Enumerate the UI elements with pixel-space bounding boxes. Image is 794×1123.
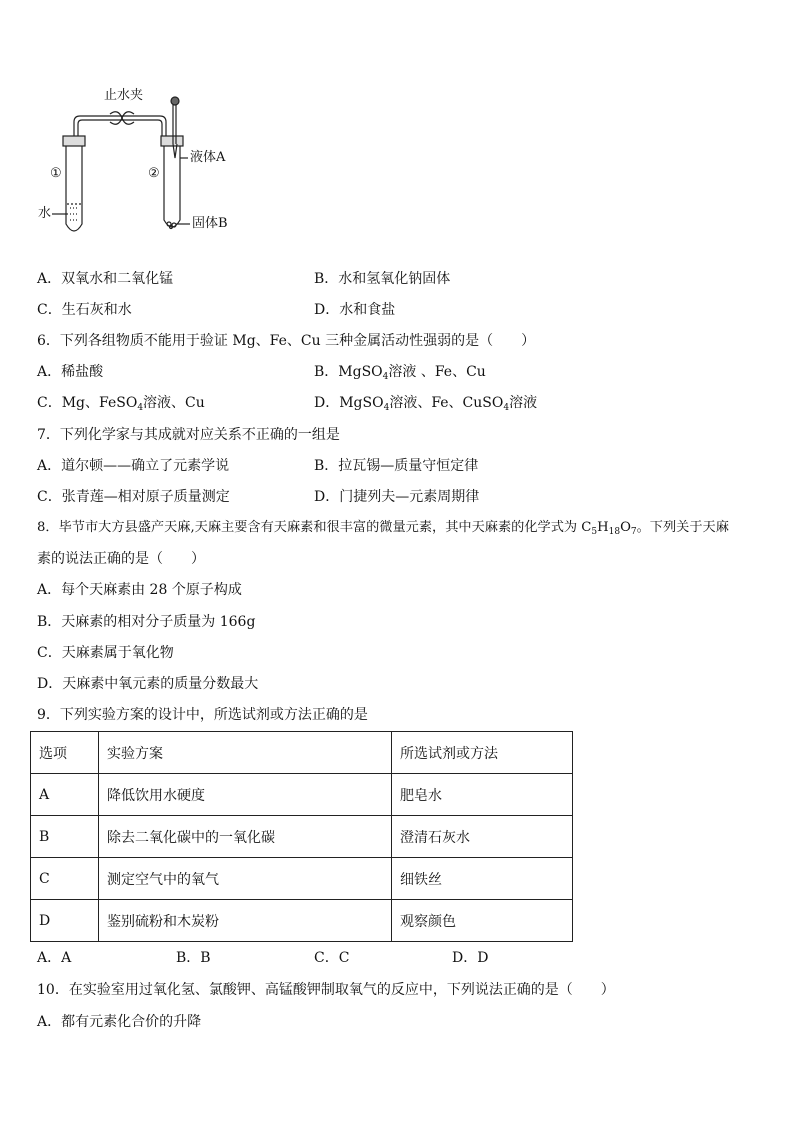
q10-option-a: A．都有元素化合价的升降 — [37, 1014, 202, 1030]
liquid-a-label: 液体A — [190, 150, 226, 165]
q7-stem: 7．下列化学家与其成就对应关系不正确的一组是 — [37, 427, 340, 443]
q9-stem: 9．下列实验方案的设计中，所选试剂或方法正确的是 — [37, 707, 368, 723]
q5-option-a: A．双氧水和二氧化锰 — [37, 271, 174, 287]
q8-option-d: D．天麻素中氧元素的质量分数最大 — [37, 676, 259, 692]
table-cell: C — [31, 858, 99, 900]
water-label: 水 — [38, 206, 52, 221]
tube-1-number: ① — [50, 166, 62, 181]
q8-stem-line1: 8．毕节市大方县盛产天麻,天麻主要含有天麻素和很丰富的微量元素，其中天麻素的化学式为 $C_5H_{18}O_7$。下列关于天麻 — [37, 520, 729, 537]
q6-option-c: C．Mg、FeSO$_4$溶液、Cu — [37, 395, 205, 413]
table-row — [31, 900, 573, 942]
table-row — [31, 816, 573, 858]
q6-stem: 6．下列各组物质不能用于验证 Mg、Fe、Cu 三种金属活动性强弱的是（ ） — [37, 333, 536, 349]
solid-b-label: 固体B — [192, 216, 228, 231]
q6-option-d: D．MgSO$_4$溶液、Fe、CuSO$_4$溶液 — [314, 395, 538, 413]
q9-option-c: C．C — [314, 950, 350, 966]
q8-option-a: A．每个天麻素由 28 个原子构成 — [37, 582, 242, 598]
table-cell: 鉴别硫粉和木炭粉 — [99, 900, 392, 942]
q7-option-c: C．张青莲—相对原子质量测定 — [37, 489, 230, 505]
table-header-cell: 选项 — [31, 732, 99, 774]
table-header-cell: 所选试剂或方法 — [392, 732, 573, 774]
table-cell: 肥皂水 — [392, 774, 573, 816]
table-cell: 澄清石灰水 — [392, 816, 573, 858]
table-row — [31, 774, 573, 816]
q9-table — [30, 731, 573, 942]
q8-option-b: B．天麻素的相对分子质量为 166g — [37, 614, 256, 630]
table-cell: A — [31, 774, 99, 816]
table-cell: 测定空气中的氧气 — [99, 858, 392, 900]
q6-option-b: B．MgSO$_4$溶液 、Fe、Cu — [314, 364, 486, 382]
q8-option-c: C．天麻素属于氧化物 — [37, 645, 174, 661]
table-header-cell: 实验方案 — [99, 732, 392, 774]
table-cell: D — [31, 900, 99, 942]
q9-option-d: D．D — [452, 950, 489, 966]
clamp-label: 止水夹 — [104, 88, 144, 103]
table-cell: 降低饮用水硬度 — [99, 774, 392, 816]
q7-option-d: D．门捷列夫—元素周期律 — [314, 489, 480, 505]
q7-option-b: B．拉瓦锡—质量守恒定律 — [314, 458, 479, 474]
q8-stem-line2: 素的说法正确的是（ ） — [37, 551, 205, 567]
table-cell: 除去二氧化碳中的一氧化碳 — [99, 816, 392, 858]
tube-2-number: ② — [148, 166, 160, 181]
q6-option-a: A．稀盐酸 — [37, 364, 104, 380]
q9-option-a: A．A — [37, 950, 72, 966]
q7-option-a: A．道尔顿——确立了元素学说 — [37, 458, 230, 474]
table-header-row — [31, 732, 573, 774]
table-cell: 观察颜色 — [392, 900, 573, 942]
apparatus-figure — [36, 86, 256, 246]
table-cell: 细铁丝 — [392, 858, 573, 900]
q5-option-c: C．生石灰和水 — [37, 302, 132, 318]
q9-option-b: B．B — [176, 950, 211, 966]
table-cell: B — [31, 816, 99, 858]
table-row — [31, 858, 573, 900]
q5-option-b: B．水和氢氧化钠固体 — [314, 271, 451, 287]
q5-option-d: D．水和食盐 — [314, 302, 396, 318]
q10-stem: 10．在实验室用过氧化氢、氯酸钾、高锰酸钾制取氧气的反应中，下列说法正确的是（ ） — [37, 982, 615, 998]
